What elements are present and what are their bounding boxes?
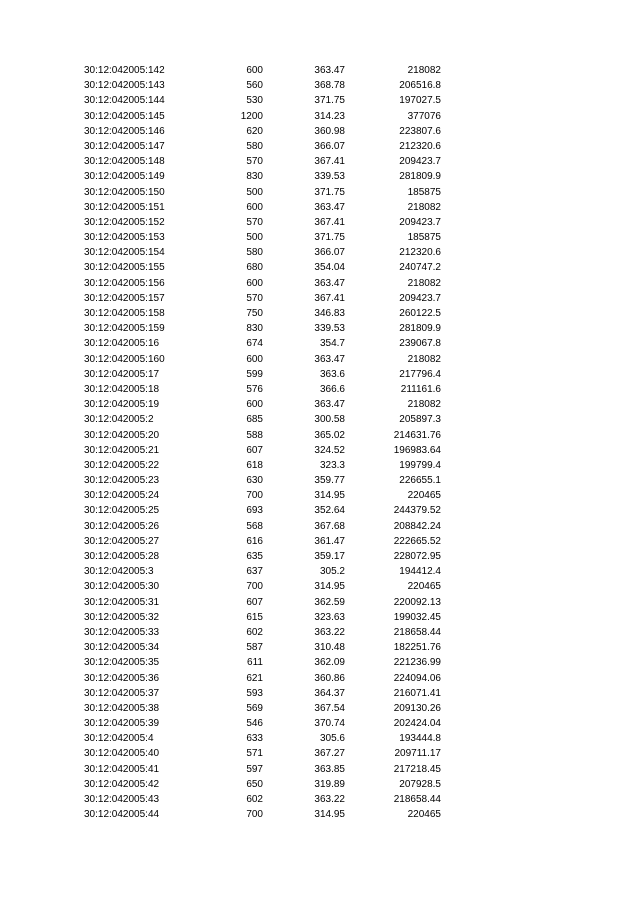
- area-cell: 560: [246, 80, 263, 92]
- cadastral-number-cell: 30:12:042005:30: [84, 581, 160, 593]
- cadastral-number-cell: 30:12:042005:150: [84, 186, 165, 198]
- table-row: [0, 488, 640, 503]
- total-cell: 209423.7: [399, 216, 441, 228]
- table-row: [0, 276, 640, 291]
- cadastral-number-cell: 30:12:042005:147: [84, 140, 165, 152]
- cadastral-number-cell: 30:12:042005:33: [84, 626, 160, 638]
- table-row: [0, 762, 640, 777]
- table-row: [0, 215, 640, 230]
- table-row: [0, 625, 640, 640]
- price-cell: 366.6: [319, 383, 345, 395]
- cadastral-number-cell: 30:12:042005:18: [84, 383, 160, 395]
- price-cell: 363.47: [314, 277, 345, 289]
- cadastral-number-cell: 30:12:042005:2: [84, 414, 154, 426]
- area-cell: 569: [246, 702, 263, 714]
- total-cell: 218082: [407, 353, 441, 365]
- cadastral-number-cell: 30:12:042005:20: [84, 429, 160, 441]
- price-cell: 354.04: [314, 262, 345, 274]
- table-row: [0, 321, 640, 336]
- price-cell: 363.47: [314, 399, 345, 411]
- price-cell: 368.78: [314, 80, 345, 92]
- price-cell: 363.47: [314, 65, 345, 76]
- price-cell: 314.95: [314, 581, 345, 593]
- area-cell: 674: [246, 338, 263, 350]
- table-row: [0, 458, 640, 473]
- total-cell: 218082: [407, 65, 441, 76]
- cadastral-number-cell: 30:12:042005:24: [84, 490, 160, 502]
- table-row: [0, 640, 640, 655]
- total-cell: 212320.6: [399, 247, 441, 259]
- cadastral-number-cell: 30:12:042005:160: [84, 353, 165, 365]
- price-cell: 363.22: [314, 626, 345, 638]
- cadastral-number-cell: 30:12:042005:151: [84, 201, 165, 213]
- area-cell: 700: [246, 490, 263, 502]
- cadastral-number-cell: 30:12:042005:39: [84, 718, 160, 730]
- area-cell: 700: [246, 581, 263, 593]
- cadastral-number-cell: 30:12:042005:34: [84, 642, 160, 654]
- area-cell: 602: [246, 626, 263, 638]
- price-cell: 319.89: [314, 778, 345, 790]
- total-cell: 206516.8: [399, 80, 441, 92]
- total-cell: 218082: [407, 201, 441, 213]
- cadastral-number-cell: 30:12:042005:4: [84, 733, 154, 745]
- cadastral-number-cell: 30:12:042005:23: [84, 475, 160, 487]
- price-cell: 363.47: [314, 353, 345, 365]
- cadastral-number-cell: 30:12:042005:27: [84, 535, 160, 547]
- price-cell: 367.27: [314, 748, 345, 760]
- table-row: [0, 610, 640, 625]
- price-cell: 314.95: [314, 809, 345, 821]
- area-cell: 700: [246, 809, 263, 821]
- price-cell: 363.22: [314, 794, 345, 805]
- total-cell: 205897.3: [399, 414, 441, 426]
- area-cell: 597: [246, 763, 263, 775]
- table-row: [0, 731, 640, 746]
- area-cell: 500: [246, 186, 263, 198]
- total-cell: 222665.52: [393, 535, 441, 547]
- price-cell: 300.58: [314, 414, 345, 426]
- table-row: [0, 382, 640, 397]
- area-cell: 635: [246, 551, 263, 562]
- cadastral-number-cell: 30:12:042005:44: [84, 809, 160, 821]
- data-table: [0, 63, 640, 822]
- price-cell: 314.95: [314, 490, 345, 502]
- total-cell: 220092.13: [393, 596, 441, 608]
- cadastral-number-cell: 30:12:042005:148: [84, 156, 165, 168]
- cadastral-number-cell: 30:12:042005:149: [84, 171, 165, 183]
- area-cell: 580: [246, 140, 263, 152]
- price-cell: 371.75: [314, 232, 345, 244]
- area-cell: 693: [246, 505, 263, 517]
- total-cell: 196983.64: [393, 444, 441, 456]
- price-cell: 367.41: [314, 292, 345, 304]
- total-cell: 209423.7: [399, 292, 441, 304]
- total-cell: 260122.5: [399, 308, 441, 319]
- price-cell: 323.63: [314, 611, 345, 623]
- total-cell: 240747.2: [399, 262, 441, 274]
- cadastral-number-cell: 30:12:042005:143: [84, 80, 165, 92]
- area-cell: 530: [246, 95, 263, 107]
- table-row: [0, 807, 640, 822]
- total-cell: 208842.24: [393, 520, 441, 532]
- total-cell: 194412.4: [399, 566, 441, 578]
- total-cell: 224094.06: [393, 672, 441, 684]
- total-cell: 244379.52: [393, 505, 441, 517]
- total-cell: 209423.7: [399, 156, 441, 168]
- cadastral-number-cell: 30:12:042005:144: [84, 95, 165, 107]
- area-cell: 600: [246, 353, 263, 365]
- price-cell: 371.75: [314, 95, 345, 107]
- table-row: [0, 534, 640, 549]
- table-row: [0, 595, 640, 610]
- area-cell: 600: [246, 201, 263, 213]
- total-cell: 217796.4: [399, 368, 441, 380]
- price-cell: 362.09: [314, 657, 345, 669]
- total-cell: 226655.1: [399, 475, 441, 487]
- price-cell: 354.7: [319, 338, 345, 350]
- price-cell: 366.07: [314, 140, 345, 152]
- cadastral-number-cell: 30:12:042005:159: [84, 323, 165, 335]
- area-cell: 568: [246, 520, 263, 532]
- table-row: [0, 200, 640, 215]
- cadastral-number-cell: 30:12:042005:155: [84, 262, 165, 274]
- table-row: [0, 230, 640, 245]
- total-cell: 185875: [407, 232, 441, 244]
- table-row: [0, 78, 640, 93]
- total-cell: 202424.04: [393, 718, 441, 730]
- total-cell: 217218.45: [393, 763, 441, 775]
- total-cell: 218082: [407, 277, 441, 289]
- total-cell: 220465: [407, 581, 441, 593]
- area-cell: 637: [246, 566, 263, 578]
- area-cell: 602: [246, 794, 263, 805]
- price-cell: 310.48: [314, 642, 345, 654]
- area-cell: 576: [246, 383, 263, 395]
- cadastral-number-cell: 30:12:042005:32: [84, 611, 160, 623]
- table-row: [0, 185, 640, 200]
- total-cell: 281809.9: [399, 171, 441, 183]
- cadastral-number-cell: 30:12:042005:17: [84, 368, 160, 380]
- area-cell: 570: [246, 216, 263, 228]
- area-cell: 830: [246, 323, 263, 335]
- price-cell: 359.17: [314, 551, 345, 562]
- area-cell: 830: [246, 171, 263, 183]
- table-row: [0, 169, 640, 184]
- area-cell: 1200: [240, 110, 263, 122]
- table-row: [0, 746, 640, 761]
- table-row: [0, 655, 640, 670]
- price-cell: 367.41: [314, 156, 345, 168]
- table-row: [0, 701, 640, 716]
- area-cell: 600: [246, 277, 263, 289]
- area-cell: 750: [246, 308, 263, 319]
- total-cell: 193444.8: [399, 733, 441, 745]
- total-cell: 209711.17: [394, 748, 441, 760]
- table-row: [0, 792, 640, 807]
- cadastral-number-cell: 30:12:042005:28: [84, 551, 160, 562]
- table-row: [0, 367, 640, 382]
- price-cell: 364.37: [314, 687, 345, 699]
- table-row: [0, 777, 640, 792]
- price-cell: 366.07: [314, 247, 345, 259]
- price-cell: 370.74: [314, 718, 345, 730]
- price-cell: 359.77: [314, 475, 345, 487]
- total-cell: 199799.4: [399, 459, 441, 471]
- cadastral-number-cell: 30:12:042005:152: [84, 216, 165, 228]
- total-cell: 216071.41: [393, 687, 441, 699]
- price-cell: 352.64: [314, 505, 345, 517]
- cadastral-number-cell: 30:12:042005:153: [84, 232, 165, 244]
- table-row: [0, 352, 640, 367]
- cadastral-number-cell: 30:12:042005:157: [84, 292, 165, 304]
- table-row: [0, 443, 640, 458]
- table-row: [0, 93, 640, 108]
- price-cell: 367.68: [314, 520, 345, 532]
- area-cell: 546: [246, 718, 263, 730]
- area-cell: 685: [246, 414, 263, 426]
- total-cell: 218658.44: [393, 626, 441, 638]
- total-cell: 207928.5: [399, 778, 441, 790]
- table-row: [0, 291, 640, 306]
- cadastral-number-cell: 30:12:042005:21: [84, 444, 160, 456]
- price-cell: 363.85: [314, 763, 345, 775]
- area-cell: 618: [246, 459, 263, 471]
- price-cell: 367.54: [314, 702, 345, 714]
- price-cell: 360.98: [314, 125, 345, 137]
- price-cell: 367.41: [314, 216, 345, 228]
- table-row: [0, 412, 640, 427]
- price-cell: 339.53: [314, 323, 345, 335]
- price-cell: 323.3: [319, 459, 345, 471]
- total-cell: 220465: [407, 809, 441, 821]
- price-cell: 339.53: [314, 171, 345, 183]
- cadastral-number-cell: 30:12:042005:42: [84, 778, 160, 790]
- table-row: [0, 503, 640, 518]
- area-cell: 580: [246, 247, 263, 259]
- table-row: [0, 124, 640, 139]
- area-cell: 570: [246, 156, 263, 168]
- cadastral-number-cell: 30:12:042005:36: [84, 672, 160, 684]
- price-cell: 346.83: [314, 308, 345, 319]
- price-cell: 314.23: [314, 110, 345, 122]
- table-row: [0, 473, 640, 488]
- total-cell: 281809.9: [399, 323, 441, 335]
- cadastral-number-cell: 30:12:042005:38: [84, 702, 160, 714]
- table-row: [0, 671, 640, 686]
- total-cell: 214631.76: [393, 429, 441, 441]
- total-cell: 218082: [407, 399, 441, 411]
- total-cell: 223807.6: [399, 125, 441, 137]
- cadastral-number-cell: 30:12:042005:22: [84, 459, 160, 471]
- total-cell: 197027.5: [399, 95, 441, 107]
- table-row: [0, 686, 640, 701]
- area-cell: 620: [246, 125, 263, 137]
- cadastral-number-cell: 30:12:042005:37: [84, 687, 160, 699]
- total-cell: 220465: [407, 490, 441, 502]
- area-cell: 500: [246, 232, 263, 244]
- cadastral-number-cell: 30:12:042005:3: [84, 566, 154, 578]
- cadastral-number-cell: 30:12:042005:16: [84, 338, 160, 350]
- cadastral-number-cell: 30:12:042005:25: [84, 505, 160, 517]
- area-cell: 588: [246, 429, 263, 441]
- cadastral-number-cell: 30:12:042005:145: [84, 110, 165, 122]
- total-cell: 221236.99: [393, 657, 441, 669]
- cadastral-number-cell: 30:12:042005:156: [84, 277, 165, 289]
- area-cell: 621: [246, 672, 263, 684]
- area-cell: 600: [246, 65, 263, 76]
- area-cell: 616: [246, 535, 263, 547]
- table-row: [0, 519, 640, 534]
- table-row: [0, 245, 640, 260]
- price-cell: 371.75: [314, 186, 345, 198]
- price-cell: 362.59: [314, 596, 345, 608]
- price-cell: 324.52: [314, 444, 345, 456]
- table-row: [0, 139, 640, 154]
- area-cell: 611: [247, 657, 263, 669]
- cadastral-number-cell: 30:12:042005:154: [84, 247, 165, 259]
- table-row: [0, 579, 640, 594]
- cadastral-number-cell: 30:12:042005:146: [84, 125, 165, 137]
- area-cell: 650: [246, 778, 263, 790]
- price-cell: 305.2: [319, 566, 345, 578]
- table-row: [0, 549, 640, 564]
- cadastral-number-cell: 30:12:042005:43: [84, 794, 160, 805]
- area-cell: 600: [246, 399, 263, 411]
- table-row: [0, 109, 640, 124]
- total-cell: 182251.76: [393, 642, 441, 654]
- cadastral-number-cell: 30:12:042005:142: [84, 65, 165, 76]
- total-cell: 211161.6: [400, 383, 441, 395]
- table-row: [0, 397, 640, 412]
- total-cell: 239067.8: [399, 338, 441, 350]
- total-cell: 209130.26: [393, 702, 441, 714]
- area-cell: 680: [246, 262, 263, 274]
- table-row: [0, 260, 640, 275]
- cadastral-number-cell: 30:12:042005:19: [84, 399, 160, 411]
- area-cell: 599: [246, 368, 263, 380]
- area-cell: 607: [246, 444, 263, 456]
- cadastral-number-cell: 30:12:042005:40: [84, 748, 160, 760]
- area-cell: 593: [246, 687, 263, 699]
- area-cell: 587: [246, 642, 263, 654]
- area-cell: 633: [246, 733, 263, 745]
- area-cell: 607: [246, 596, 263, 608]
- area-cell: 615: [246, 611, 263, 623]
- area-cell: 630: [246, 475, 263, 487]
- table-row: [0, 564, 640, 579]
- price-cell: 305.6: [319, 733, 345, 745]
- cadastral-number-cell: 30:12:042005:31: [84, 596, 160, 608]
- total-cell: 185875: [407, 186, 441, 198]
- area-cell: 571: [246, 748, 263, 760]
- cadastral-number-cell: 30:12:042005:35: [84, 657, 160, 669]
- cadastral-number-cell: 30:12:042005:26: [84, 520, 160, 532]
- price-cell: 365.02: [314, 429, 345, 441]
- table-row: [0, 306, 640, 321]
- price-cell: 363.47: [314, 201, 345, 213]
- total-cell: 212320.6: [399, 140, 441, 152]
- cadastral-number-cell: 30:12:042005:41: [84, 763, 160, 775]
- price-cell: 361.47: [314, 535, 345, 547]
- total-cell: 218658.44: [393, 794, 441, 805]
- total-cell: 199032.45: [393, 611, 441, 623]
- price-cell: 360.86: [314, 672, 345, 684]
- table-row: [0, 336, 640, 351]
- total-cell: 377076: [407, 110, 441, 122]
- total-cell: 228072.95: [393, 551, 441, 562]
- table-row: [0, 428, 640, 443]
- table-row: [0, 63, 640, 78]
- price-cell: 363.6: [319, 368, 345, 380]
- cadastral-number-cell: 30:12:042005:158: [84, 308, 165, 319]
- area-cell: 570: [246, 292, 263, 304]
- table-row: [0, 716, 640, 731]
- table-row: [0, 154, 640, 169]
